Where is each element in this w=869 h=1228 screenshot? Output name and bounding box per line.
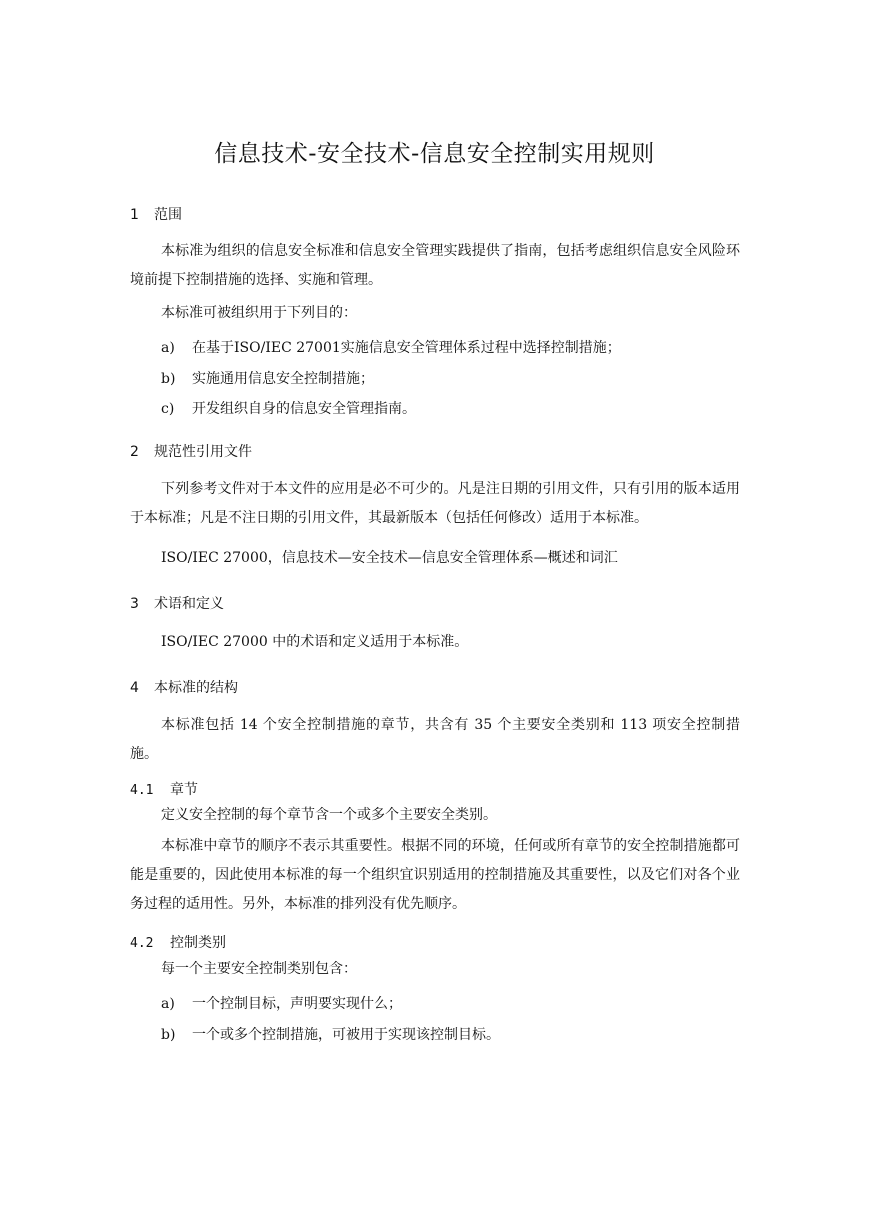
- paragraph: 定义安全控制的每个章节含一个或多个主要安全类别。: [161, 807, 497, 823]
- section-1-heading: [130, 204, 182, 224]
- paragraph: 本标准中章节的顺序不表示其重要性。根据不同的环境，任何或所有章节的安全控制措施都可能是重要的，因此使用本标准的每一个组织宜识别适用的控制措施及其重要性，以及它们对各个业务过程的适用性。另外，本标准的排列没有优先顺序。: [130, 838, 740, 912]
- paragraph: 每一个主要安全控制类别包含：: [161, 961, 357, 977]
- subsection-number: 4.1: [130, 783, 154, 798]
- subsection-title: 章节: [170, 782, 198, 798]
- list-marker: b): [161, 371, 176, 387]
- list-text: 开发组织自身的信息安全管理指南。: [192, 401, 416, 417]
- list-marker: a): [161, 340, 175, 356]
- list-text: 实施通用信息安全控制措施；: [192, 371, 374, 387]
- subsection-number: 4.2: [130, 936, 154, 951]
- section-number: 4: [130, 680, 139, 696]
- list-item: [161, 1024, 500, 1044]
- paragraph: 本标准包括 14 个安全控制措施的章节，共含有 35 个主要安全类别和 113 项安全控制措施。: [130, 717, 740, 762]
- section-number: 1: [130, 207, 139, 223]
- subsection-title: 控制类别: [170, 935, 226, 951]
- list-text: 在基于ISO/IEC 27001实施信息安全管理体系过程中选择控制措施；: [192, 340, 621, 356]
- section-2-heading: [130, 441, 252, 461]
- list-item: [161, 993, 402, 1013]
- section-title: 本标准的结构: [154, 680, 238, 696]
- list-item: [161, 368, 374, 388]
- section-number: 2: [130, 444, 139, 460]
- paragraph: ISO/IEC 27000 中的术语和定义适用于本标准。: [161, 634, 469, 650]
- document-title: 信息技术-安全技术-信息安全控制实用规则: [214, 141, 655, 167]
- paragraph: 本标准为组织的信息安全标准和信息安全管理实践提供了指南，包括考虑组织信息安全风险环境前提下控制措施的选择、实施和管理。: [130, 243, 740, 288]
- list-text: 一个控制目标，声明要实现什么；: [192, 996, 402, 1012]
- list-marker: b): [161, 1027, 176, 1043]
- list-marker: a): [161, 996, 175, 1012]
- section-title: 规范性引用文件: [154, 444, 252, 460]
- section-title: 术语和定义: [154, 596, 224, 612]
- section-number: 3: [130, 596, 139, 612]
- subsection-4-2-heading: [130, 932, 226, 952]
- list-item: [161, 337, 621, 357]
- subsection-4-1-heading: [130, 779, 198, 799]
- section-3-heading: [130, 593, 224, 613]
- reference-line: ISO/IEC 27000，信息技术—安全技术—信息安全管理体系—概述和词汇: [161, 550, 618, 566]
- section-4-heading: [130, 677, 238, 697]
- list-text: 一个或多个控制措施，可被用于实现该控制目标。: [192, 1027, 500, 1043]
- list-marker: c): [161, 401, 175, 417]
- section-title: 范围: [154, 207, 182, 223]
- paragraph: 下列参考文件对于本文件的应用是必不可少的。凡是注日期的引用文件，只有引用的版本适用于本标准；凡是不注日期的引用文件，其最新版本（包括任何修改）适用于本标准。: [130, 481, 740, 526]
- list-item: [161, 398, 416, 418]
- paragraph: 本标准可被组织用于下列目的：: [161, 305, 357, 321]
